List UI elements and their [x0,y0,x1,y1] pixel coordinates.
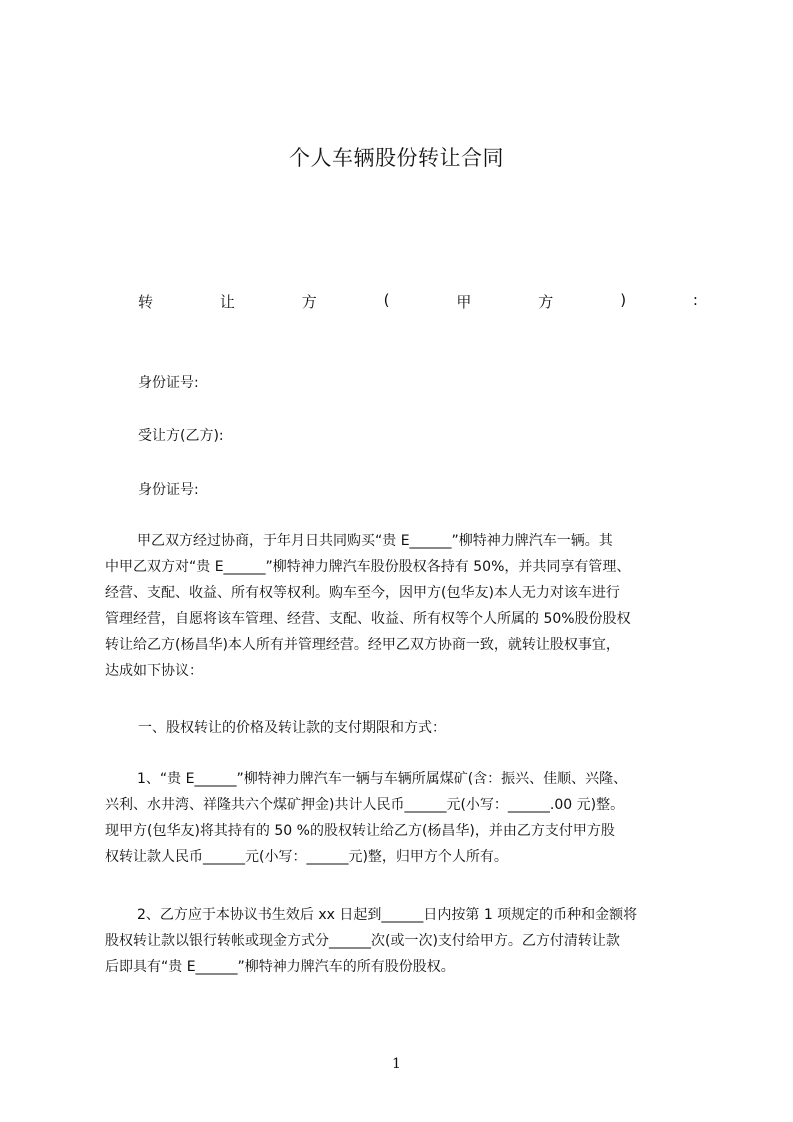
transferor-char: 转 [138,293,154,311]
intro-line: 转让给乙方(杨昌华)本人所有并管理经营。经甲乙双方协商一致，就转让股权事宜， [105,637,620,653]
clause-1-line: 兴利、水井湾、祥隆共六个煤矿押金)共计人民币______元(小写：______.00 元)整。 [105,797,625,813]
clause-1-line: 权转让款人民币______元(小写：______元)整，归甲方个人所有。 [105,849,508,865]
intro-line: 经营、支配、收益、所有权等权利。购车至今，因甲方(包华友)本人无力对该车进行 [105,585,620,601]
transferee-label: 受让方(乙方): [138,428,224,444]
transferor-char: : [692,291,698,309]
document-title: 个人车辆股份转让合同 [289,146,504,170]
clause-2-line: 后即具有“贵 E______”柳特神力牌汽车的所有股份股权。 [105,959,455,975]
intro-paragraph [105,528,695,684]
transferor-char: 甲 [456,293,472,311]
transferor-char: 方 [538,293,554,311]
intro-line: 甲乙双方经过协商，于年月日共同购买“贵 E______”柳特神力牌汽车一辆。其 [137,533,613,549]
intro-line: 达成如下协议： [105,663,203,679]
transferor-char: 方 [301,293,317,311]
transferor-label [138,291,698,312]
clause-2-line: 2、乙方应于本协议书生效后 xx 日起到______日内按第 1 项规定的币种和金额将 [137,907,638,923]
clause-1-line: 1、“贵 E______”柳特神力牌汽车一辆与车辆所属煤矿(含：振兴、佳顺、兴隆、 [137,771,628,787]
transferor-char: ( [383,291,390,309]
clause-1-paragraph [105,766,695,870]
clause-2-paragraph [105,902,695,980]
intro-line: 中甲乙双方对“贵 E______”柳特神力牌汽车股份股权各持有 50%，并共同享有管理、 [105,559,631,575]
transferor-id-label: 身份证号: [138,375,199,391]
section-1-heading: 一、股权转让的价格及转让款的支付期限和方式： [138,720,446,736]
transferor-char: ) [620,291,627,309]
transferee-id-label: 身份证号: [138,482,199,498]
page-number: 1 [392,1056,401,1072]
intro-line: 管理经营，自愿将该车管理、经营、支配、收益、所有权等个人所属的 50%股份股权 [105,611,631,627]
clause-1-line: 现甲方(包华友)将其持有的 50 %的股权转让给乙方(杨昌华)，并由乙方支付甲方股 [105,823,615,839]
transferor-char: 让 [219,293,235,311]
clause-2-line: 股权转让款以银行转帐或现金方式分______次(或一次)支付给甲方。乙方付清转让款 [105,933,620,949]
